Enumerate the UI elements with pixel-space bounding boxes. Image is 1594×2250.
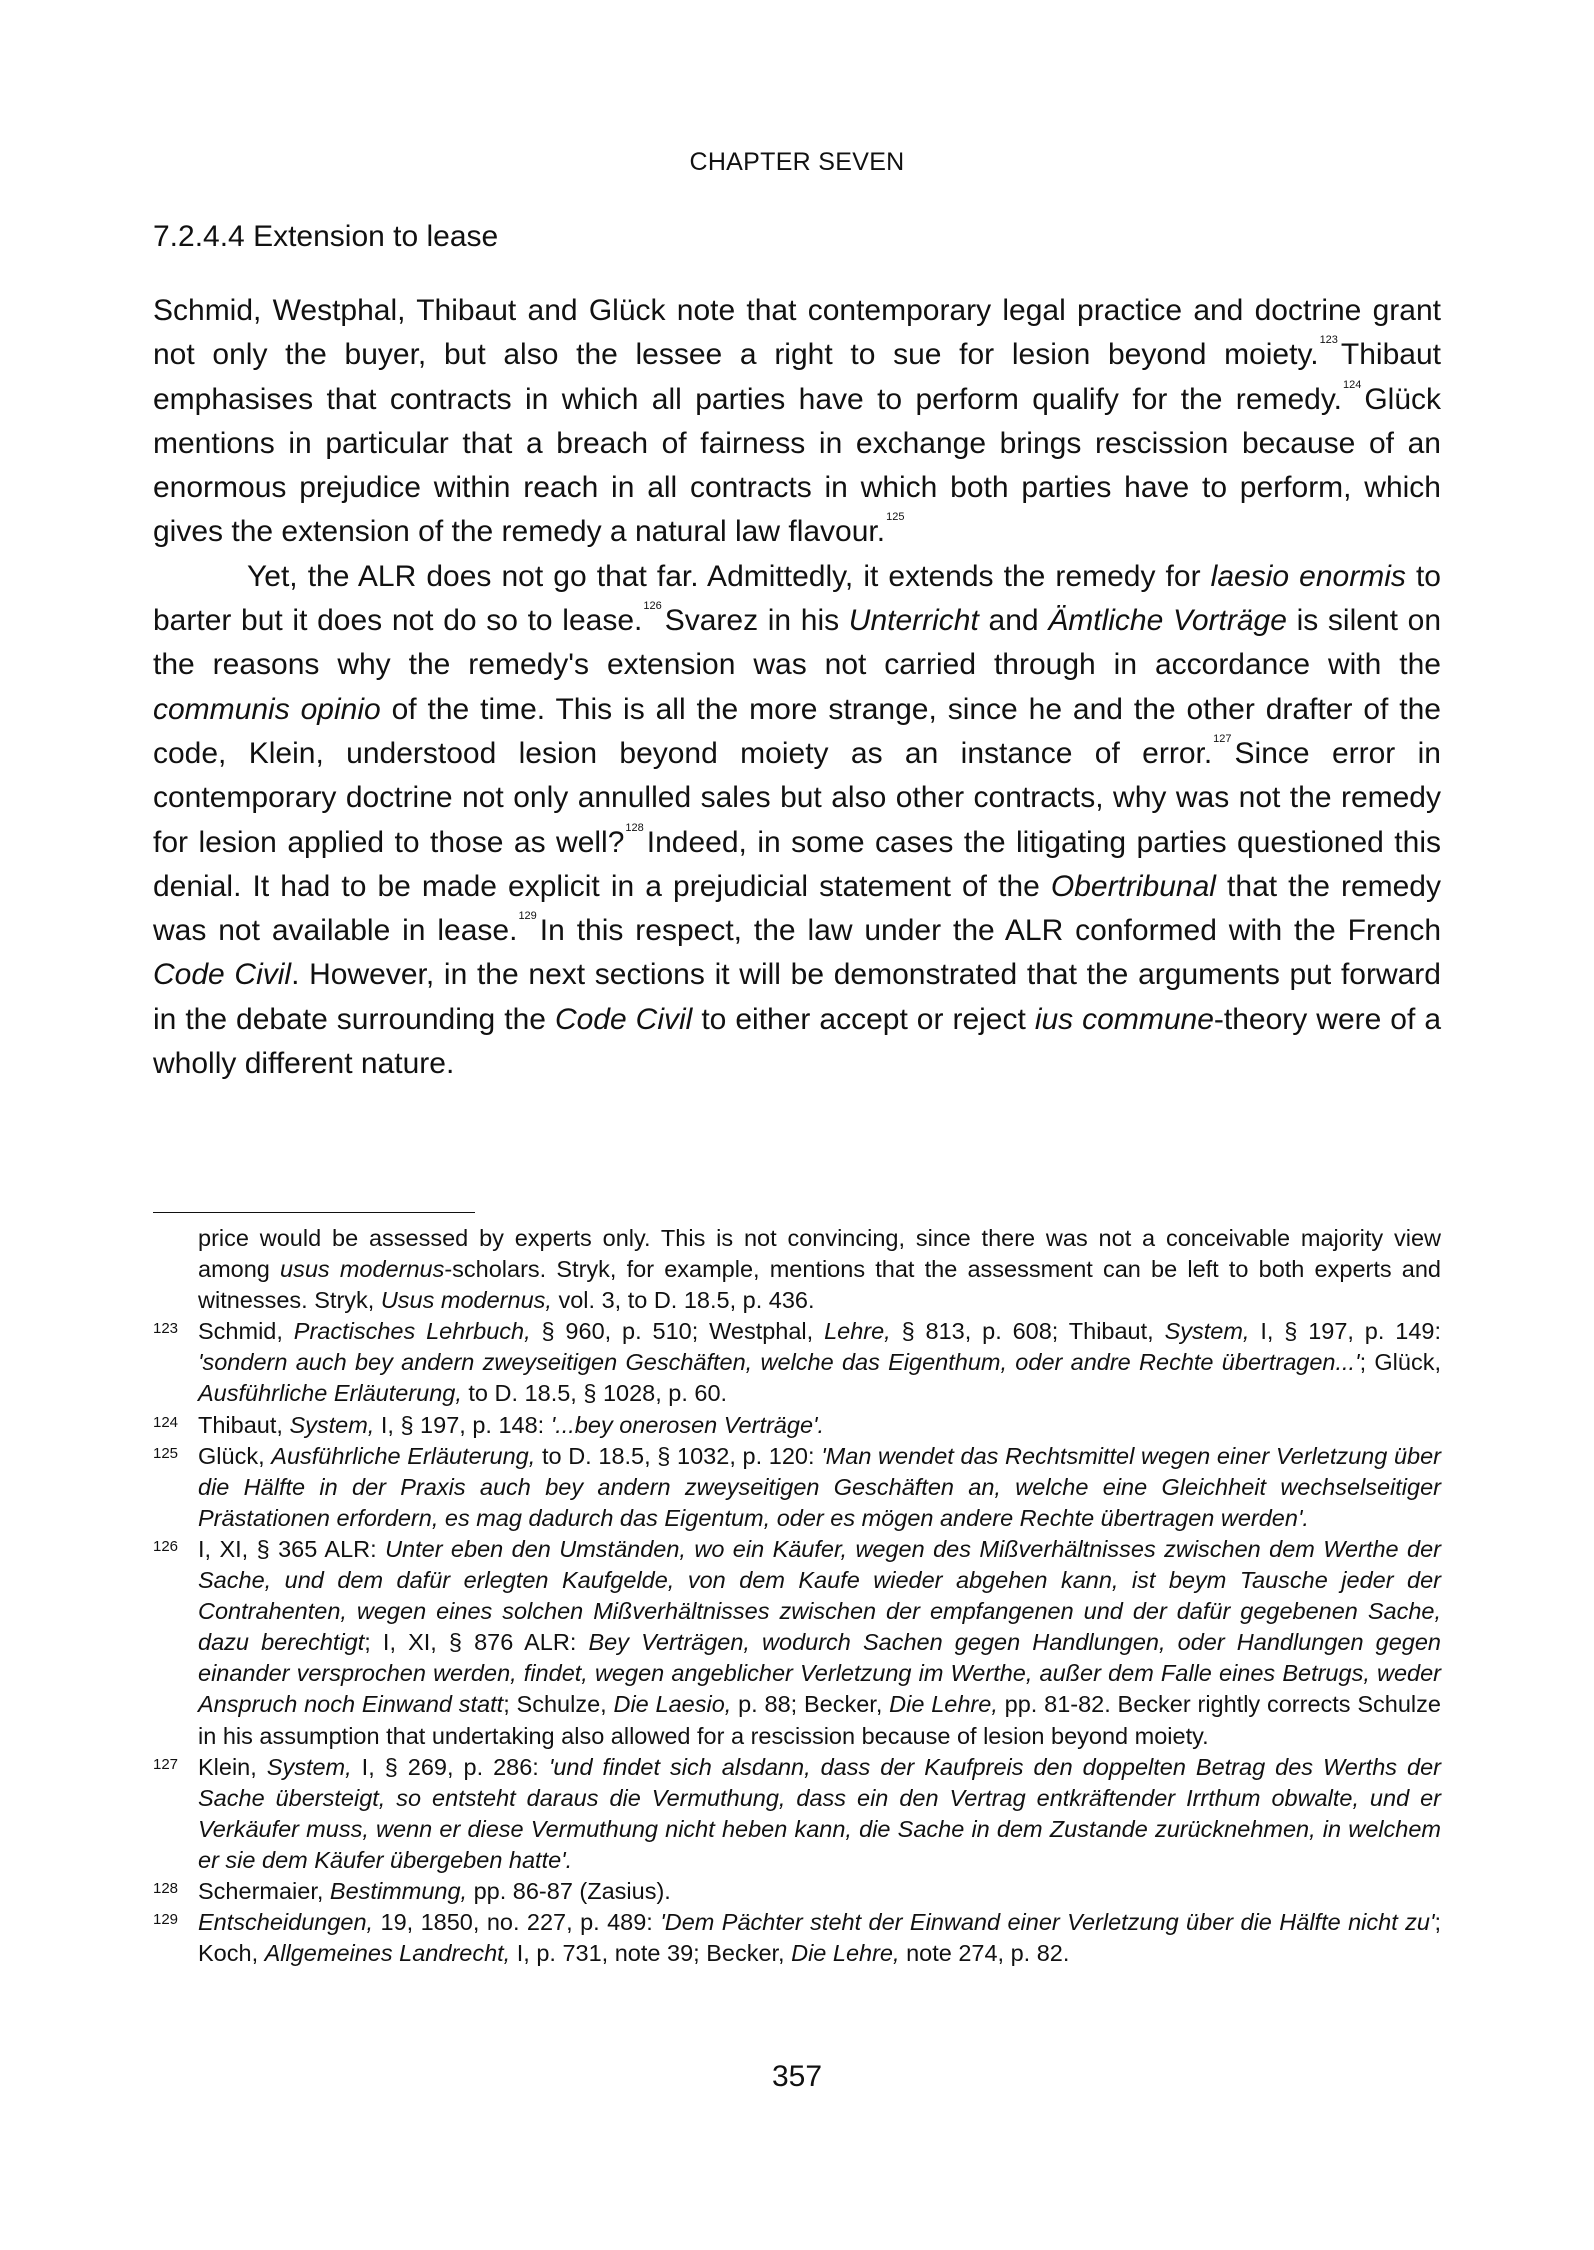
page-number: 357 xyxy=(771,2060,823,2093)
footnote-number: 128 xyxy=(153,1879,179,1897)
running-head: CHAPTER SEVEN xyxy=(689,148,905,176)
footnote-number: 125 xyxy=(153,1444,179,1462)
footnote-125: 125 Glück, Ausführliche Erläuterung, to D. 18.5, § 1032, p. 120: 'Man wendet das Rechtsmittel wegen einer Verletzung über die Hälfte in der Praxis auch bey andern zweyseitigen Geschäften an, welche eine Gleichheit wechselseitiger Prästationen erfordern, es mag dadurch das Eigentum, oder es mögen andere Rechte übertragen werden'. xyxy=(153,1442,1442,1531)
footnote-number: 124 xyxy=(153,1413,179,1431)
footnote-126: 126 I, XI, § 365 ALR: Unter eben den Umständen, wo ein Käufer, wegen des Mißverhältnisses zwischen dem Werthe der Sache, und dem dafür erlegten Kaufgelde, von dem Kaufe wieder abgehen kann, ist beym Tausche jeder der Contrahenten, wegen eines solchen Mißverhältnisses zwischen der empfangenen und der dafür gegebenen Sache, dazu berechtigt; I, XI, § 876 ALR: Bey Verträgen, wodurch Sachen gegen Handlungen, oder Handlungen gegen einander versprochen werden, findet, wegen angeblicher Verletzung im Werthe, außer dem Falle eines Betrugs, weder Anspruch noch Einwand statt; Schulze, Die Laesio, p. 88; Becker, Die Lehre, pp. 81-82. Becker rightly corrects Schulze in his assumption that undertaking also allowed for a rescission because of lesion beyond moiety. xyxy=(153,1535,1441,1749)
paragraph: Schmid, Westphal, Thibaut and Glück note that contemporary legal practice and doctrine grant not only the buyer, but also the lessee a right to sue for lesion beyond moiety.$^{123}$ Thibaut emphasises that contracts in which all parties have to perform qualify for the remedy.$^{124}$ Glück mentions in particular that a breach of fairness in exchange brings rescission because of an enormous prejudice within reach in all contracts in which both parties have to perform, which gives the extension of the remedy a natural law flavour.$^{125}$ xyxy=(153,294,1441,549)
footnote-number: 127 xyxy=(153,1755,179,1773)
section-heading: 7.2.4.4 Extension to lease xyxy=(153,220,499,253)
footnote-ref-129[interactable]: 129 xyxy=(518,910,537,923)
footnote-number: 129 xyxy=(153,1911,179,1929)
footnote-ref-124[interactable]: 124 xyxy=(1342,378,1362,391)
footnote-123: 123 Schmid, Practisches Lehrbuch, § 960, p. 510; Westphal, Lehre, § 813, p. 608; Thibaut, System, I, § 197, p. 149: 'sondern auch bey andern zweyseitigen Geschäften, welche das Eigenthum, oder andre Rechte übertragen...'; Glück, Ausführliche Erläuterung, to D. 18.5, § 1028, p. 60. xyxy=(153,1318,1442,1407)
footnote-continuation: price would be assessed by experts only. This is not convincing, since there was not a conceivable majority view among usus modernus-scholars. Stryk, for example, mentions that the assessment can be left to both experts and witnesses. Stryk, Usus modernus, vol. 3, to D. 18.5, p. 436. xyxy=(198,1225,1441,1314)
footnote-124: 124 Thibaut, System, I, § 197, p. 148: '...bey onerosen Verträge'. xyxy=(153,1411,825,1438)
footnote-ref-127[interactable]: 127 xyxy=(1213,732,1232,745)
footnote-ref-128[interactable]: 128 xyxy=(625,821,644,834)
footnote-rule xyxy=(153,1212,475,1213)
footnote-ref-126[interactable]: 126 xyxy=(643,600,662,613)
footnote-number: 126 xyxy=(153,1537,179,1555)
footnotes xyxy=(153,1223,1441,1969)
footnote-number: 123 xyxy=(153,1320,179,1338)
footnote-129: 129 Entscheidungen, 19, 1850, no. 227, p. 489: 'Dem Pächter steht der Einwand einer Verletzung über die Hälfte nicht zu'; Koch, Allgemeines Landrecht, I, p. 731, note 39; Becker, Die Lehre, note 274, p. 82. xyxy=(153,1909,1441,1967)
body-text xyxy=(153,289,1441,1086)
footnote-ref-123[interactable]: 123 xyxy=(1319,334,1338,347)
footnote-127: 127 Klein, System, I, § 269, p. 286: 'und findet sich alsdann, dass der Kaufpreis den doppelten Betrag des Werths der Sache übersteigt, so entsteht daraus die Vermuthung, dass ein den Vertrag entkräftender Irrthum obwalte, und er Verkäufer muss, wenn er diese Vermuthung nicht heben kann, die Sache in dem Zustande zurücknehmen, in welchem er sie dem Käufer übergeben hatte'. xyxy=(153,1753,1441,1873)
paragraph: Yet, the ALR does not go that far. Admittedly, it extends the remedy for laesio enormis to barter but it does not do so to lease.$^{126}$ Svarez in his Unterricht and Ämtliche Vorträge is silent on the reasons why the remedy's extension was not carried through in accordance with the communis opinio of the time. This is all the more strange, since he and the other drafter of the code, Klein, understood lesion beyond moiety as an instance of error.$^{127}$ Since error in contemporary doctrine not only annulled sales but also other contracts, why was not the remedy for lesion applied to those as well?$^{128}$ Indeed, in some cases the litigating parties questioned this denial. It had to be made explicit in a prejudicial statement of the Obertribunal that the remedy was not available in lease.$^{129}$ In this respect, the law under the ALR conformed with the French Code Civil. However, in the next sections it will be demonstrated that the arguments put forward in the debate surrounding the Code Civil to either accept or reject ius commune-theory were of a wholly different nature. xyxy=(153,559,1442,1081)
footnote-128: 128 Schermaier, Bestimmung, pp. 86-87 (Zasius). xyxy=(153,1877,671,1904)
footnote-ref-125[interactable]: 125 xyxy=(886,511,905,524)
